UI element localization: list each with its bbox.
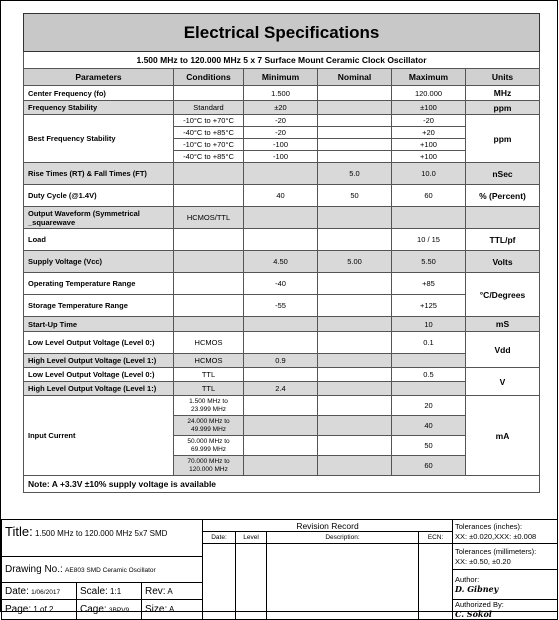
author-field: Author: D. Gibney bbox=[453, 570, 558, 600]
row-best-frequency-sub: -40°C to +85°C -20 +20 bbox=[24, 127, 540, 139]
title-field: Title: 1.500 MHz to 120.000 MHz 5x7 SMD bbox=[2, 520, 203, 544]
page-title: Electrical Specifications bbox=[24, 14, 540, 52]
header-conditions: Conditions bbox=[174, 69, 244, 86]
drawing-number-field: Drawing No.: AE803 SMD Ceramic Oscillator bbox=[2, 557, 203, 583]
row-low-level-ttl: Low Level Output Voltage (Level 0:) TTL 0.5 V bbox=[24, 368, 540, 382]
page-field: Page: 1 of 2 bbox=[2, 600, 77, 620]
size-field: Size: A bbox=[142, 600, 203, 620]
page-subtitle: 1.500 MHz to 120.000 MHz 5 x 7 Surface Mount Ceramic Clock Oscillator bbox=[24, 52, 540, 69]
row-operating-temperature: Operating Temperature Range -40 +85 °C/Degrees bbox=[24, 273, 540, 295]
author-signature: D. Gibney bbox=[455, 583, 499, 594]
date-field: Date: 1/06/2017 bbox=[2, 583, 77, 600]
header-units: Units bbox=[466, 69, 540, 86]
tolerances-millimeters: Tolerances (millimeters): XX: ±0.50, ±0.20 bbox=[453, 544, 558, 570]
title-block bbox=[1, 519, 558, 620]
header-minimum: Minimum bbox=[244, 69, 318, 86]
row-input-current: Input Current 1.500 MHz to 23.999 MHz 20 mA bbox=[24, 396, 540, 416]
row-frequency-stability: Frequency Stability Standard ±20 ±100 ppm bbox=[24, 101, 540, 115]
authorized-by-field: Authorized By: C. Sokol bbox=[453, 600, 558, 620]
revision-date-column: Date: bbox=[203, 532, 236, 544]
supply-note: Note: A +3.3V ±10% supply voltage is available bbox=[24, 476, 540, 493]
row-high-level-hcmos: High Level Output Voltage (Level 1:) HCMOS 0.9 bbox=[24, 354, 540, 368]
row-best-frequency-stability: Best Frequency Stability -10°C to +70°C -20 -20 ppm bbox=[24, 115, 540, 127]
row-input-current-sub: 24.000 MHz to 49.999 MHz 40 bbox=[24, 416, 540, 436]
row-storage-temperature: Storage Temperature Range -55 +125 bbox=[24, 295, 540, 317]
row-high-level-ttl: High Level Output Voltage (Level 1:) TTL 2.4 bbox=[24, 382, 540, 396]
row-startup-time: Start-Up Time 10 mS bbox=[24, 317, 540, 332]
revision-record-heading: Revision Record bbox=[203, 520, 453, 532]
row-duty-cycle: Duty Cycle (@1.4V) 40 50 60 % (Percent) bbox=[24, 185, 540, 207]
row-load: Load 10 / 15 TTL/pf bbox=[24, 229, 540, 251]
row-supply-voltage: Supply Voltage (Vcc) 4.50 5.00 5.50 Volts bbox=[24, 251, 540, 273]
tolerances-inches: Tolerances (inches): XX: ±0.020,XXX: ±0.008 bbox=[453, 520, 558, 544]
header-maximum: Maximum bbox=[392, 69, 466, 86]
revision-ecn-column: ECN: bbox=[419, 532, 453, 544]
header-nominal: Nominal bbox=[318, 69, 392, 86]
row-best-frequency-sub: -40°C to +85°C -100 +100 bbox=[24, 151, 540, 163]
revision-level-column: Level bbox=[236, 532, 267, 544]
spec-table bbox=[23, 13, 540, 493]
row-input-current-sub: 50.000 MHz to 69.999 MHz 50 bbox=[24, 436, 540, 456]
row-low-level-hcmos: Low Level Output Voltage (Level 0:) HCMOS 0.1 Vdd bbox=[24, 332, 540, 354]
row-best-frequency-sub: -10°C to +70°C -100 +100 bbox=[24, 139, 540, 151]
cage-field: Cage: 3BPV9 bbox=[77, 600, 142, 620]
row-output-waveform: Output Waveform (Symmetrical _squarewave HCMOS/TTL bbox=[24, 207, 540, 229]
revision-description-column: Description: bbox=[267, 532, 419, 544]
scale-field: Scale: 1:1 bbox=[77, 583, 142, 600]
row-center-frequency: Center Frequency (fo) 1.500 120.000 MHz bbox=[24, 86, 540, 101]
row-input-current-sub: 70.000 MHz to 120.000 MHz 60 bbox=[24, 456, 540, 476]
rev-field: Rev: A bbox=[142, 583, 203, 600]
row-rise-fall: Rise Times (RT) & Fall Times (FT) 5.0 10.0 nSec bbox=[24, 163, 540, 185]
header-parameters: Parameters bbox=[24, 69, 174, 86]
authorized-signature: C. Sokol bbox=[455, 608, 492, 619]
